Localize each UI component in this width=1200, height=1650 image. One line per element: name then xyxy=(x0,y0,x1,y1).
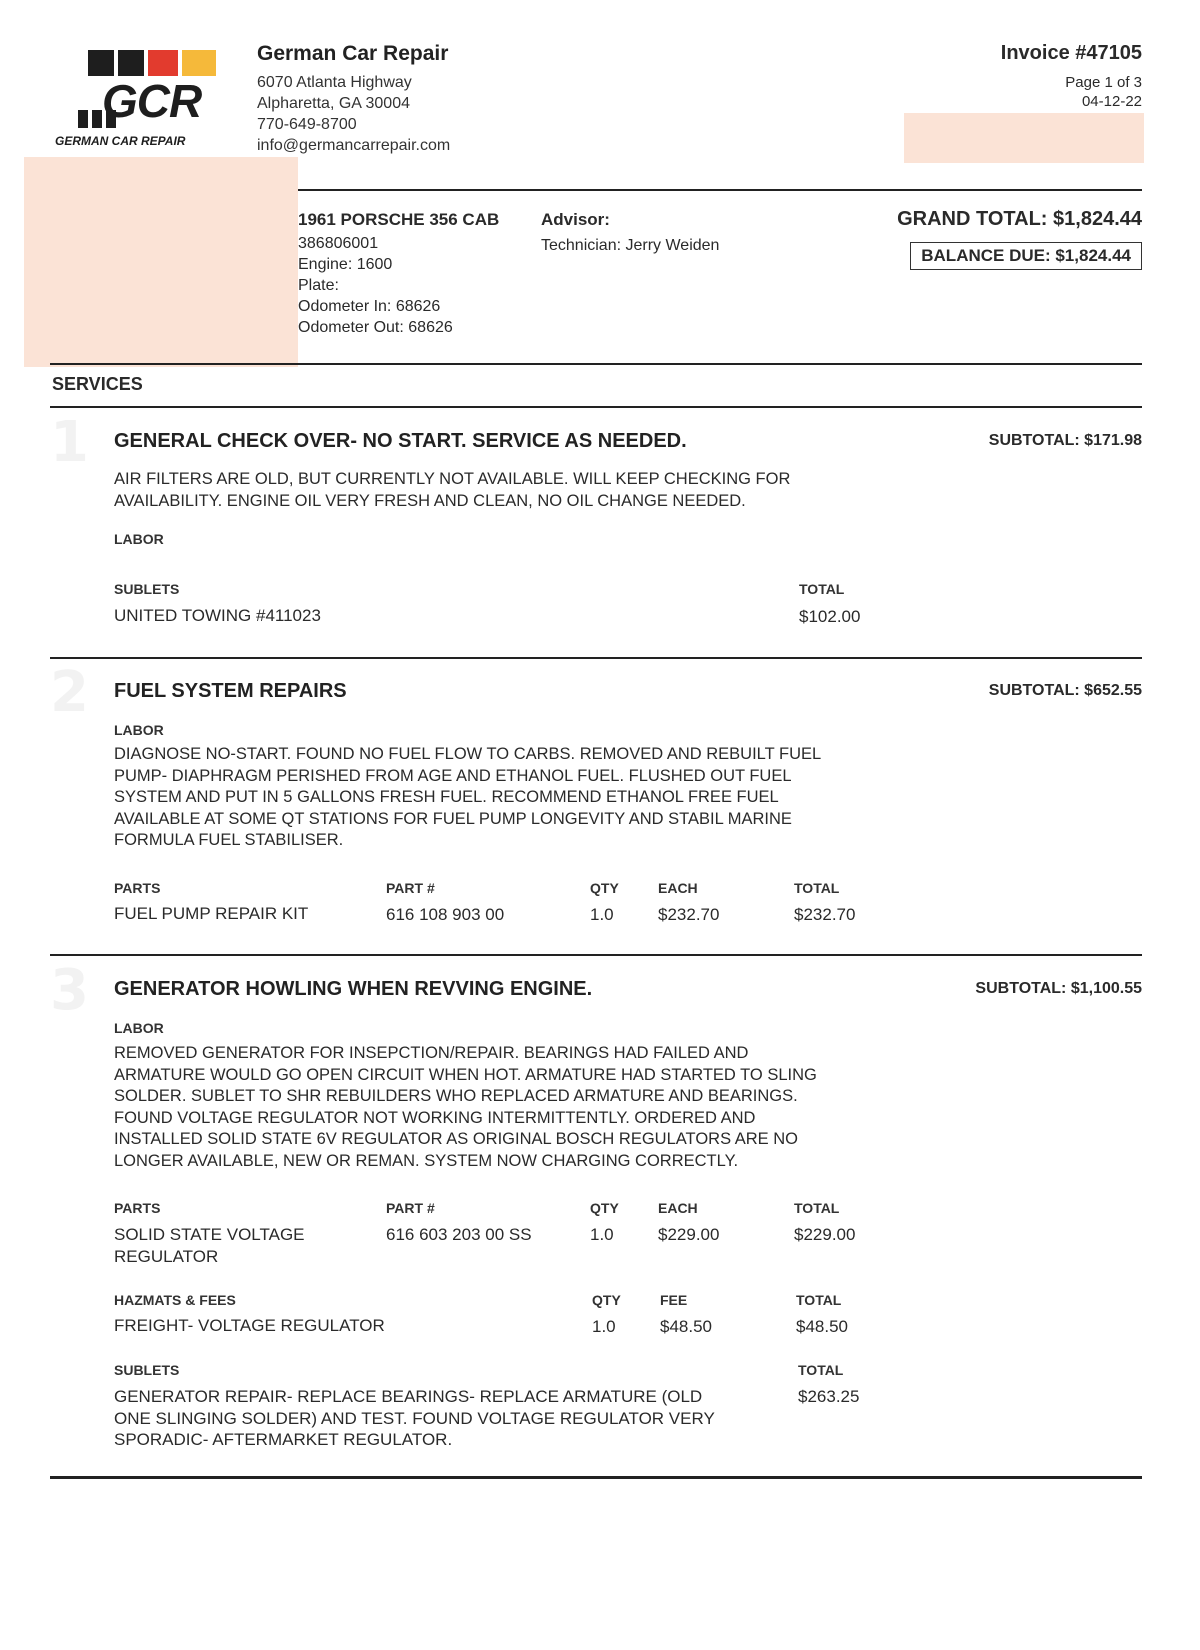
each-header: EACH xyxy=(658,880,698,896)
address-line-1: 6070 Atlanta Highway xyxy=(257,74,412,91)
parts-header: PARTS xyxy=(114,1200,161,1216)
sublet-line: GENERATOR REPAIR- REPLACE BEARINGS- REPLACE ARMATURE (OLD xyxy=(114,1387,703,1406)
company-name: German Car Repair xyxy=(257,42,449,65)
company-logo xyxy=(50,48,225,153)
technician: Technician: Jerry Weiden xyxy=(541,237,720,254)
labor-label: LABOR xyxy=(114,722,164,738)
service-title: FUEL SYSTEM REPAIRS xyxy=(114,680,347,702)
sublets-label: SUBLETS xyxy=(114,581,180,597)
staff-info xyxy=(541,210,719,256)
service-subtotal: SUBTOTAL: $652.55 xyxy=(988,682,1142,699)
sublet-line: SPORADIC- AFTERMARKET REGULATOR. xyxy=(114,1430,453,1449)
sublet-description xyxy=(114,1386,715,1451)
service-number: 2 xyxy=(50,660,89,725)
part-total: $232.70 xyxy=(794,905,856,924)
services-header: SERVICES xyxy=(52,374,143,394)
logo-caption: GERMAN CAR REPAIR xyxy=(55,134,186,148)
note-line: AIR FILTERS ARE OLD, BUT CURRENTLY NOT AVAILABLE. WILL KEEP CHECKING FOR xyxy=(114,470,791,488)
qty-header: QTY xyxy=(590,880,619,896)
vehicle-info xyxy=(298,210,499,338)
part-total: $229.00 xyxy=(794,1225,856,1244)
labor-description xyxy=(114,1043,817,1172)
fee-qty: 1.0 xyxy=(592,1317,616,1336)
fees-header: HAZMATS & FEES xyxy=(114,1292,236,1308)
company-address xyxy=(257,72,450,156)
fee-amount: $48.50 xyxy=(660,1317,712,1336)
labor-label: LABOR xyxy=(114,1020,164,1036)
service-number: 3 xyxy=(50,958,89,1023)
service-title: GENERATOR HOWLING WHEN REVVING ENGINE. xyxy=(114,978,593,1000)
labor-line: AVAILABLE AT SOME QT STATIONS FOR FUEL PUMP LONGEVITY AND STABIL MARINE xyxy=(114,809,792,828)
qty-header: QTY xyxy=(590,1200,619,1216)
vehicle-title: 1961 PORSCHE 356 CAB xyxy=(298,210,500,229)
fee-name: FREIGHT- VOLTAGE REGULATOR xyxy=(114,1316,385,1335)
part-name: FUEL PUMP REPAIR KIT xyxy=(114,904,309,923)
part-number-header: PART # xyxy=(386,880,435,896)
company-email: info@germancarrepair.com xyxy=(257,137,451,154)
divider xyxy=(50,406,1142,408)
labor-label: LABOR xyxy=(114,531,164,547)
divider xyxy=(50,954,1142,956)
service-number: 1 xyxy=(50,410,89,475)
invoice-title: Invoice #47105 xyxy=(1000,42,1142,64)
sublet-line: ONE SLINGING SOLDER) AND TEST. FOUND VOLTAGE REGULATOR VERY xyxy=(114,1408,715,1428)
vehicle-plate: Plate: xyxy=(298,277,339,294)
part-name-line: REGULATOR xyxy=(114,1247,219,1266)
divider xyxy=(50,1476,1142,1479)
labor-line: FOUND VOLTAGE REGULATOR NOT WORKING INTERMITTENTLY. ORDERED AND xyxy=(114,1108,756,1127)
divider xyxy=(50,657,1142,659)
fees-fee-header: FEE xyxy=(660,1292,688,1308)
company-phone: 770-649-8700 xyxy=(257,116,357,133)
redacted-area xyxy=(904,113,1144,163)
labor-line: FORMULA FUEL STABILISER. xyxy=(114,831,344,849)
labor-line: LONGER AVAILABLE, NEW OR REMAN. SYSTEM NOW CHARGING CORRECTLY. xyxy=(114,1151,739,1170)
advisor-label: Advisor: xyxy=(541,210,610,229)
grand-total: GRAND TOTAL: $1,824.44 xyxy=(897,208,1142,230)
service-notes xyxy=(114,469,790,512)
labor-line: ARMATURE WOULD GO OPEN CIRCUIT WHEN HOT. ARMATURE HAD STARTED TO SLING xyxy=(114,1065,817,1084)
fees-qty-header: QTY xyxy=(592,1292,621,1308)
sublets-label: SUBLETS xyxy=(114,1362,180,1378)
part-qty: 1.0 xyxy=(590,905,614,924)
odometer-out: Odometer Out: 68626 xyxy=(298,319,453,336)
service-title: GENERAL CHECK OVER- NO START. SERVICE AS NEEDED. xyxy=(114,430,687,452)
sublet-total: $263.25 xyxy=(798,1387,860,1406)
service-subtotal: SUBTOTAL: $1,100.55 xyxy=(975,980,1142,997)
part-number-header: PART # xyxy=(386,1200,435,1216)
each-header: EACH xyxy=(658,1200,698,1216)
invoice-page: Page 1 of 3 xyxy=(1065,74,1142,91)
part-number: 616 603 203 00 SS xyxy=(386,1225,532,1244)
total-header: TOTAL xyxy=(794,880,840,896)
sublet-description: UNITED TOWING #411023 xyxy=(114,606,321,625)
vehicle-vin: 386806001 xyxy=(298,235,379,252)
labor-line: DIAGNOSE NO-START. FOUND NO FUEL FLOW TO CARBS. REMOVED AND REBUILT FUEL xyxy=(114,745,822,763)
logo-letters: GCR xyxy=(102,75,202,127)
labor-line: SYSTEM AND PUT IN 5 GALLONS FRESH FUEL. RECOMMEND ETHANOL FREE FUEL xyxy=(114,788,779,806)
redacted-customer-info xyxy=(24,157,298,367)
part-name xyxy=(114,1224,305,1268)
total-header: TOTAL xyxy=(794,1200,840,1216)
address-line-2: Alpharetta, GA 30004 xyxy=(257,95,410,112)
fee-total: $48.50 xyxy=(796,1317,848,1336)
part-number: 616 108 903 00 xyxy=(386,905,505,924)
labor-description xyxy=(114,744,821,852)
vehicle-engine: Engine: 1600 xyxy=(298,256,393,273)
labor-line: SOLDER. SUBLET TO SHR REBUILDERS WHO REPLACED ARMATURE AND BEARINGS. xyxy=(114,1087,798,1105)
part-qty: 1.0 xyxy=(590,1225,614,1244)
sublets-total-label: TOTAL xyxy=(798,1362,844,1378)
labor-line: PUMP- DIAPHRAGM PERISHED FROM AGE AND ETHANOL FUEL. FLUSHED OUT FUEL xyxy=(114,766,792,785)
parts-header: PARTS xyxy=(114,880,161,896)
sublets-total-label: TOTAL xyxy=(799,581,845,597)
fees-total-header: TOTAL xyxy=(796,1292,842,1308)
note-line: AVAILABILITY. ENGINE OIL VERY FRESH AND CLEAN, NO OIL CHANGE NEEDED. xyxy=(114,491,746,510)
part-each: $229.00 xyxy=(658,1225,720,1244)
part-each: $232.70 xyxy=(658,905,720,924)
divider xyxy=(50,363,1142,365)
invoice-date: 04-12-22 xyxy=(1081,93,1142,110)
service-subtotal: SUBTOTAL: $171.98 xyxy=(988,432,1142,449)
sublet-total: $102.00 xyxy=(799,607,861,626)
part-name-line: SOLID STATE VOLTAGE xyxy=(114,1225,305,1244)
labor-line: INSTALLED SOLID STATE 6V REGULATOR AS ORIGINAL BOSCH REGULATORS ARE NO xyxy=(114,1130,799,1148)
odometer-in: Odometer In: 68626 xyxy=(298,298,441,315)
balance-due: BALANCE DUE: $1,824.44 xyxy=(910,242,1142,270)
labor-line: REMOVED GENERATOR FOR INSEPCTION/REPAIR. BEARINGS HAD FAILED AND xyxy=(114,1044,749,1062)
